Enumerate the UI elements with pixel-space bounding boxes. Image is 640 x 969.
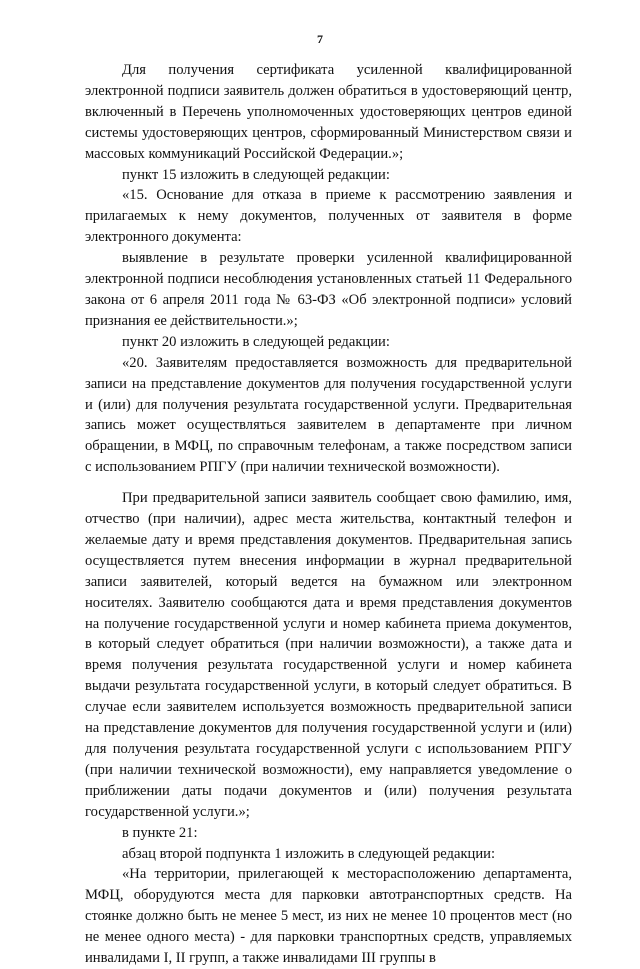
- document-body: [85, 60, 572, 969]
- paragraph-parking-text: «На территории, прилегающей к месторасположению департамента, МФЦ, оборудуются места для парковки автотранспортных средств. На стоянке должно быть не менее 5 мест, из них не менее 10 процентов мест (но не менее одного места) - для парковки транспортных средств, управляемых инвалидами I, II групп, а также инвалидами III группы в: [85, 866, 572, 967]
- paragraph-certificate-requirement: Для получения сертификата усиленной квалифицированной электронной подписи заявитель должен обратиться в удостоверяющий центр, включенный в Перечень уполномоченных удостоверяющих центров единой системы удостоверяющих центров, сформированный Министерством связи и массовых коммуникаций Российской Федерации.»;: [85, 62, 572, 162]
- paragraph-subitem-1-intro: абзац второй подпункта 1 изложить в следующей редакции:: [122, 845, 496, 862]
- paragraph-item-15-text: «15. Основание для отказа в приеме к рассмотрению заявления и прилагаемых к нему документов, полученных от заявителя в форме электронного документа:: [85, 187, 572, 246]
- paragraph-item-15-intro: пункт 15 изложить в следующей редакции:: [122, 166, 390, 183]
- paragraph-pre-registration: При предварительной записи заявитель сообщает свою фамилию, имя, отчество (при наличии), адрес места жительства, контактный телефон и желаемые дату и время представления документов. Предварительная запись осуществляется путем внесения информации в журнал предварительной записи заявителей, который ведется на бумажном или электронном носителях. Заявителю сообщаются дата и время представления документов на получение государственной услуги и номер кабинета приема документов, в который следует обратиться (при наличии возможности), а также дата и время получения результата государственной услуги и номер кабинета выдачи результата государственной услуги, в который следует обратиться. В случае если заявителем используется возможность предварительной записи на представление документов для получения государственной услуги и (или) для получения результата государственной услуги с использованием РПГУ (при наличии технической возможности), ему направляется уведомление о приближении даты подачи документов и (или) получения результата государственной услуги.»;: [85, 490, 572, 820]
- paragraph-signature-check: выявление в результате проверки усиленной квалифицированной электронной подписи несоблюдения установленных статьей 11 Федерального закона от 6 апреля 2011 года № 63-ФЗ «Об электронной подписи» условий признания ее действительности.»;: [85, 250, 572, 329]
- paragraph-item-20-text: «20. Заявителям предоставляется возможность для предварительной записи на представление документов для получения государственной услуги и (или) для получения результата государственной услуги. Предварительная запись может осуществляться заявителем в департаменте при личном обращении, в МФЦ, по справочным телефонам, а также посредством записи с использованием РПГУ (при наличии технической возможности).: [85, 354, 572, 476]
- page-number: 7: [317, 32, 323, 46]
- paragraph-item-21-intro: в пункте 21:: [122, 824, 198, 841]
- paragraph-item-20-intro: пункт 20 изложить в следующей редакции:: [122, 333, 390, 350]
